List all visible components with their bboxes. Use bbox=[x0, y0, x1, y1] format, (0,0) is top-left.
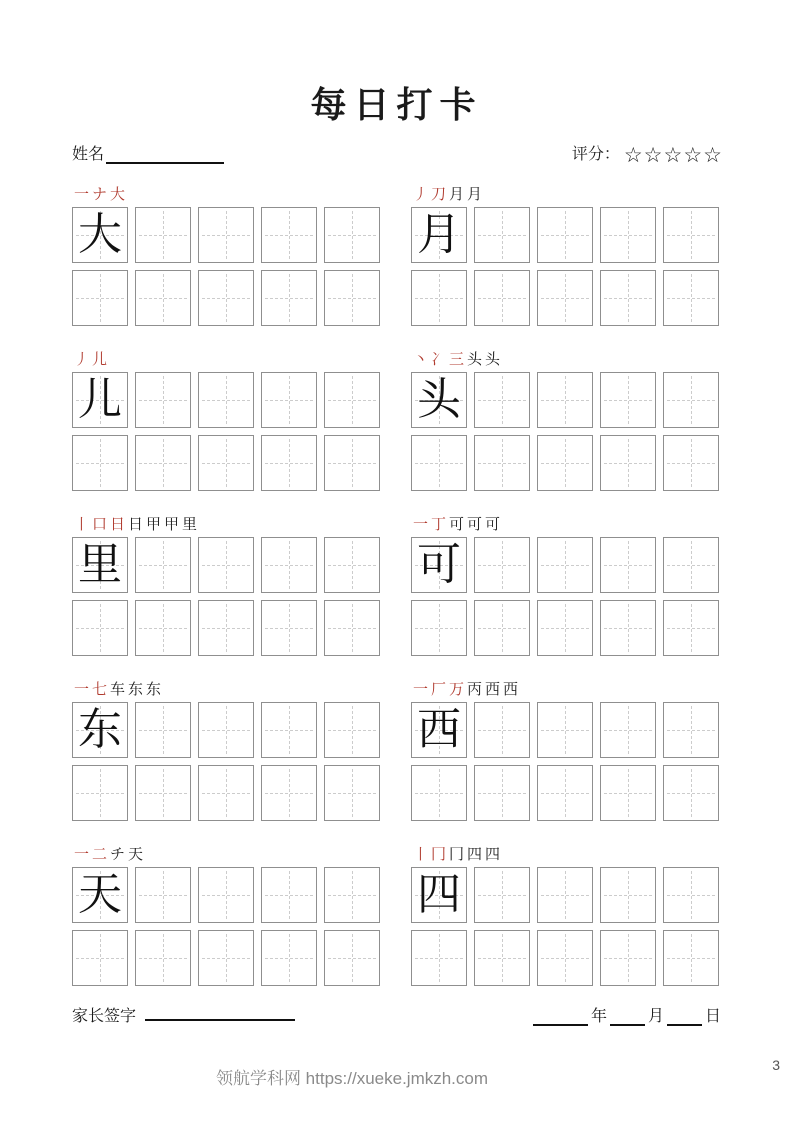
practice-box bbox=[600, 600, 656, 656]
practice-box bbox=[261, 270, 317, 326]
stroke-order bbox=[413, 349, 719, 369]
practice-char: 大 bbox=[78, 209, 122, 261]
practice-box bbox=[663, 537, 719, 593]
practice-box bbox=[261, 435, 317, 491]
practice-box bbox=[198, 270, 254, 326]
practice-box bbox=[537, 372, 593, 428]
practice-box bbox=[261, 372, 317, 428]
practice-box bbox=[135, 930, 191, 986]
practice-char: 四 bbox=[417, 869, 461, 921]
footer-row bbox=[72, 1003, 721, 1026]
practice-char: 可 bbox=[417, 539, 461, 591]
stroke-order bbox=[413, 844, 719, 864]
practice-box bbox=[663, 765, 719, 821]
practice-grid bbox=[72, 867, 380, 986]
score-field bbox=[571, 141, 723, 168]
practice-box bbox=[261, 702, 317, 758]
stroke-order-black: 可可可 bbox=[449, 515, 504, 534]
practice-box bbox=[135, 537, 191, 593]
practice-box bbox=[198, 867, 254, 923]
header-row bbox=[72, 141, 723, 168]
practice-box bbox=[198, 537, 254, 593]
practice-box bbox=[135, 435, 191, 491]
practice-box bbox=[663, 702, 719, 758]
practice-box bbox=[324, 270, 380, 326]
practice-box bbox=[72, 702, 128, 758]
practice-box bbox=[537, 765, 593, 821]
practice-box bbox=[135, 765, 191, 821]
star-rating-icons: ☆☆☆☆☆ bbox=[623, 143, 723, 168]
practice-box bbox=[600, 537, 656, 593]
practice-box bbox=[135, 270, 191, 326]
practice-char: 天 bbox=[78, 869, 122, 921]
practice-box bbox=[537, 435, 593, 491]
practice-box bbox=[537, 930, 593, 986]
practice-box bbox=[474, 372, 530, 428]
month-label: 月 bbox=[647, 1006, 664, 1025]
practice-box bbox=[198, 765, 254, 821]
stroke-order bbox=[74, 679, 380, 699]
stroke-order-red: 丨口日 bbox=[74, 515, 129, 534]
practice-section bbox=[72, 844, 380, 986]
practice-box bbox=[411, 372, 467, 428]
practice-box bbox=[600, 207, 656, 263]
stroke-order-red: 一ナ大 bbox=[74, 185, 129, 204]
practice-box bbox=[135, 867, 191, 923]
practice-box bbox=[474, 867, 530, 923]
practice-section bbox=[411, 679, 719, 821]
practice-section bbox=[411, 514, 719, 656]
stroke-order-red: 丿儿 bbox=[74, 350, 111, 369]
stroke-order-black: 丙西西 bbox=[467, 680, 522, 699]
practice-box bbox=[135, 702, 191, 758]
practice-grid bbox=[72, 537, 380, 656]
stroke-order-red: 一厂万 bbox=[413, 680, 468, 699]
stroke-order-black: 月月 bbox=[449, 185, 486, 204]
practice-box bbox=[261, 207, 317, 263]
practice-char: 里 bbox=[78, 539, 122, 591]
practice-grid bbox=[411, 702, 719, 821]
practice-box bbox=[474, 270, 530, 326]
stroke-order-black: 日甲甲里 bbox=[128, 515, 201, 534]
practice-box bbox=[600, 867, 656, 923]
practice-box bbox=[198, 207, 254, 263]
practice-box bbox=[324, 702, 380, 758]
practice-box bbox=[663, 600, 719, 656]
stroke-order-red: 丨冂 bbox=[413, 845, 450, 864]
practice-grid bbox=[411, 537, 719, 656]
practice-box bbox=[663, 435, 719, 491]
practice-box bbox=[600, 765, 656, 821]
stroke-order-red: 一丁 bbox=[413, 515, 450, 534]
practice-box bbox=[261, 867, 317, 923]
practice-box bbox=[537, 702, 593, 758]
practice-section bbox=[72, 184, 380, 326]
name-field bbox=[72, 141, 224, 164]
practice-section bbox=[72, 349, 380, 491]
practice-box bbox=[537, 270, 593, 326]
page-title: 每日打卡 bbox=[310, 84, 483, 126]
practice-box bbox=[198, 372, 254, 428]
stroke-order bbox=[74, 514, 380, 534]
stroke-order-red: 丶冫三 bbox=[413, 350, 468, 369]
practice-box bbox=[324, 765, 380, 821]
practice-box bbox=[474, 600, 530, 656]
practice-char: 头 bbox=[417, 374, 461, 426]
practice-box bbox=[537, 867, 593, 923]
practice-section bbox=[411, 349, 719, 491]
practice-box bbox=[411, 537, 467, 593]
practice-box bbox=[663, 270, 719, 326]
practice-box bbox=[198, 600, 254, 656]
practice-box bbox=[411, 930, 467, 986]
practice-box bbox=[72, 435, 128, 491]
stroke-order bbox=[413, 184, 719, 204]
practice-sections bbox=[72, 184, 793, 986]
practice-box bbox=[72, 930, 128, 986]
practice-grid bbox=[72, 372, 380, 491]
practice-box bbox=[72, 207, 128, 263]
practice-box bbox=[324, 930, 380, 986]
practice-box bbox=[72, 270, 128, 326]
stroke-order-black: 头头 bbox=[467, 350, 504, 369]
practice-box bbox=[261, 930, 317, 986]
practice-box bbox=[72, 372, 128, 428]
signature-field bbox=[72, 1003, 295, 1026]
practice-char: 东 bbox=[78, 704, 122, 756]
signature-label: 家长签字 bbox=[72, 1006, 137, 1025]
practice-box bbox=[600, 435, 656, 491]
practice-box bbox=[537, 600, 593, 656]
practice-box bbox=[663, 372, 719, 428]
practice-box bbox=[135, 372, 191, 428]
practice-section bbox=[72, 679, 380, 821]
practice-box bbox=[198, 435, 254, 491]
practice-box bbox=[324, 600, 380, 656]
practice-box bbox=[663, 867, 719, 923]
year-label: 年 bbox=[590, 1006, 607, 1025]
practice-box bbox=[663, 930, 719, 986]
practice-section bbox=[411, 184, 719, 326]
practice-box bbox=[411, 765, 467, 821]
practice-grid bbox=[411, 372, 719, 491]
watermark-site-link: 领航学科网 https://xueke.jmkzh.com bbox=[215, 1069, 489, 1088]
stroke-order bbox=[413, 514, 719, 534]
practice-box bbox=[600, 930, 656, 986]
practice-box bbox=[198, 930, 254, 986]
day-blank-line bbox=[667, 1008, 702, 1026]
practice-box bbox=[261, 600, 317, 656]
stroke-order bbox=[74, 844, 380, 864]
practice-box bbox=[411, 207, 467, 263]
practice-char: 月 bbox=[417, 209, 461, 261]
stroke-order-black: 车东东 bbox=[110, 680, 165, 699]
practice-section bbox=[72, 514, 380, 656]
stroke-order-black: チ天 bbox=[110, 845, 147, 864]
practice-box bbox=[324, 207, 380, 263]
page-number: 3 bbox=[772, 1057, 780, 1073]
practice-box bbox=[324, 435, 380, 491]
stroke-order-red: 一七 bbox=[74, 680, 111, 699]
practice-box bbox=[135, 207, 191, 263]
practice-box bbox=[600, 270, 656, 326]
stroke-order bbox=[413, 679, 719, 699]
stroke-order-black: 冂四四 bbox=[449, 845, 504, 864]
practice-box bbox=[261, 765, 317, 821]
practice-box bbox=[474, 702, 530, 758]
practice-box bbox=[324, 537, 380, 593]
practice-grid bbox=[72, 702, 380, 821]
stroke-order bbox=[74, 349, 380, 369]
month-blank-line bbox=[610, 1008, 645, 1026]
day-label: 日 bbox=[704, 1006, 721, 1025]
practice-box bbox=[411, 270, 467, 326]
practice-box bbox=[600, 372, 656, 428]
stroke-order-red: 一二 bbox=[74, 845, 111, 864]
practice-grid bbox=[411, 867, 719, 986]
practice-box bbox=[411, 435, 467, 491]
name-label: 姓名 bbox=[72, 144, 105, 164]
practice-box bbox=[72, 600, 128, 656]
practice-box bbox=[324, 372, 380, 428]
practice-box bbox=[72, 867, 128, 923]
practice-box bbox=[537, 537, 593, 593]
practice-grid bbox=[72, 207, 380, 326]
practice-box bbox=[474, 765, 530, 821]
practice-box bbox=[324, 867, 380, 923]
practice-char: 西 bbox=[417, 704, 461, 756]
year-blank-line bbox=[533, 1008, 588, 1026]
practice-box bbox=[600, 702, 656, 758]
practice-box bbox=[198, 702, 254, 758]
practice-box bbox=[72, 537, 128, 593]
practice-box bbox=[261, 537, 317, 593]
practice-char: 儿 bbox=[78, 374, 122, 426]
practice-box bbox=[537, 207, 593, 263]
name-blank-line bbox=[106, 146, 224, 164]
practice-box bbox=[411, 702, 467, 758]
stroke-order bbox=[74, 184, 380, 204]
stroke-order-red: 丿刀 bbox=[413, 185, 450, 204]
practice-box bbox=[72, 765, 128, 821]
signature-blank-line bbox=[145, 1003, 295, 1021]
practice-box bbox=[474, 930, 530, 986]
practice-box bbox=[135, 600, 191, 656]
practice-box bbox=[474, 537, 530, 593]
practice-grid bbox=[411, 207, 719, 326]
practice-box bbox=[411, 867, 467, 923]
practice-box bbox=[474, 207, 530, 263]
practice-box bbox=[474, 435, 530, 491]
date-field bbox=[533, 1003, 721, 1026]
practice-box bbox=[663, 207, 719, 263]
practice-box bbox=[411, 600, 467, 656]
score-label: 评分： bbox=[571, 144, 620, 164]
practice-section bbox=[411, 844, 719, 986]
